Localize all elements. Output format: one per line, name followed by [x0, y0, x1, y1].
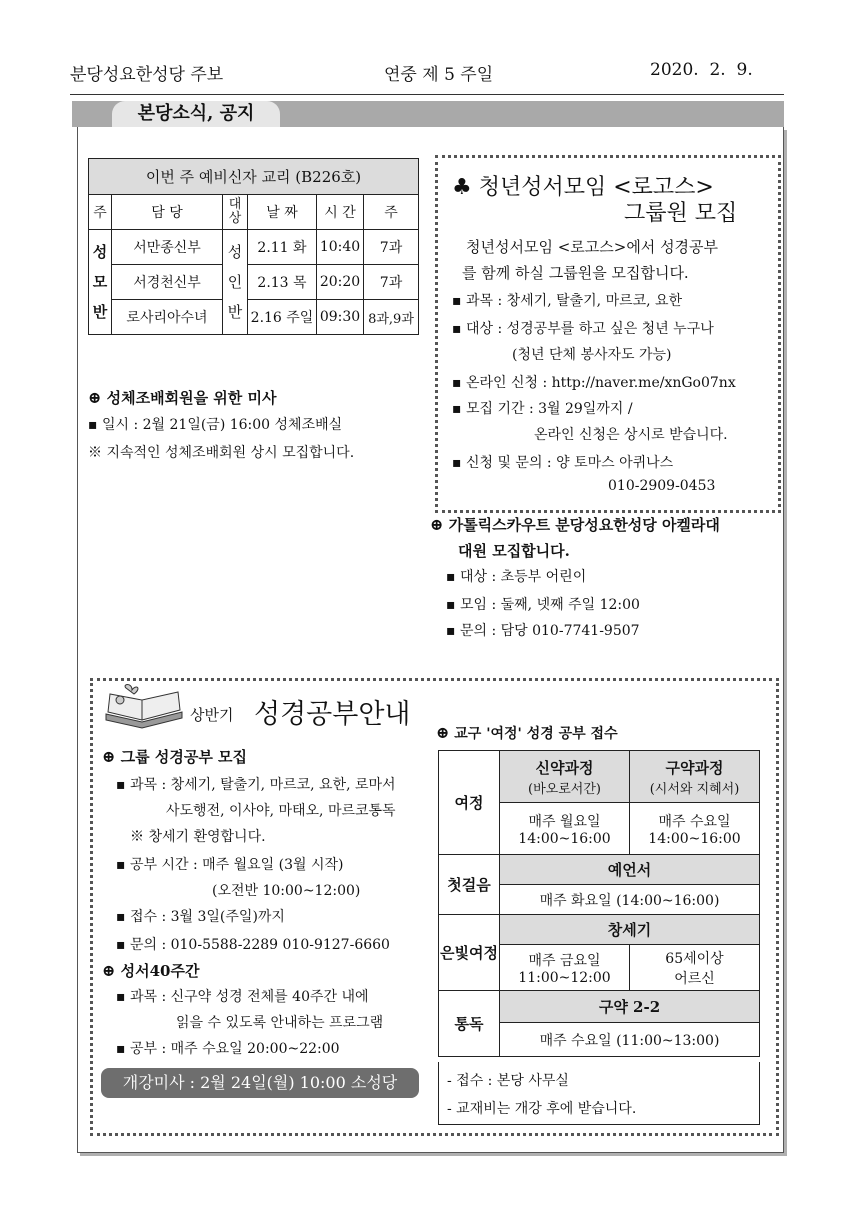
logos-contact [452, 452, 673, 472]
target-label: 성인반 [223, 230, 248, 335]
note-reception: - 접수 : 본당 사무실 [447, 1073, 569, 1089]
logos-title: 청년성서모임 <로고스> [478, 175, 714, 200]
bullet-icon: ▪ [446, 623, 456, 639]
cross-circle-icon: ⊕ [88, 388, 102, 407]
bible-title-big: 성경공부안내 [254, 699, 411, 730]
lesson-1: 7과 [364, 230, 419, 265]
logos-target [452, 318, 714, 338]
group-study-title: 그룹 성경공부 모집 [120, 748, 248, 766]
ot-day: 매주 수요일 [658, 813, 731, 830]
teacher-3: 로사리아수녀 [112, 300, 223, 335]
teacher-2: 서경천신부 [112, 265, 223, 300]
liturgical-week: 연중 제 5 주일 [384, 65, 494, 85]
logos-course [452, 290, 682, 310]
bullet-icon: ▪ [116, 777, 126, 793]
scout-contact-text: 문의 : 담당 010-7741-9507 [459, 623, 640, 639]
bullet-icon: ▪ [116, 857, 126, 873]
nt-course [500, 751, 630, 803]
col-week: 주 [89, 195, 112, 230]
col-target: 대상 [223, 195, 248, 230]
bible-time-2: (오전반 10:00~12:00) [212, 883, 361, 899]
scout-heading [430, 514, 720, 535]
bulletin-date: 2020. 2. 9. [650, 60, 753, 80]
col-time: 시 간 [317, 195, 364, 230]
bullet-icon: ▪ [446, 569, 456, 585]
scout-target [446, 566, 586, 586]
date-2: 2.13 목 [248, 265, 317, 300]
diocese-heading [436, 723, 618, 743]
scout-meeting-text: 모임 : 둘째, 넷째 주일 12:00 [459, 597, 640, 613]
bullet-icon: ▪ [446, 597, 456, 613]
ot-sub: (시서와 지혜서) [649, 781, 740, 797]
logos-course-text: 과목 : 창세기, 탈출기, 마르코, 요한 [465, 293, 683, 309]
logos-online [452, 372, 736, 392]
bible-welcome: ※ 창세기 환영합니다. [130, 829, 266, 845]
bible-contact-text: 문의 : 010-5588-2289 010-9127-6660 [129, 937, 390, 953]
bullet-icon: ▪ [452, 401, 462, 417]
w40-course [116, 986, 369, 1006]
logos-phone: 010-2909-0453 [608, 478, 716, 494]
header-divider [70, 94, 784, 95]
bullet-icon: ▪ [116, 989, 126, 1005]
scout-contact [446, 620, 640, 640]
silver-elders: 어르신 [674, 970, 715, 987]
logos-period-note: 온라인 신청은 상시로 받습니다. [534, 427, 728, 443]
bible-time [116, 854, 344, 874]
diocese-table [438, 750, 760, 1057]
bible-course [116, 774, 396, 794]
bible-time-text: 공부 시간 : 매주 월요일 (3월 시작) [129, 857, 344, 873]
eucharist-line-1 [88, 414, 342, 434]
bullet-icon: ▪ [452, 321, 462, 337]
time-1: 10:40 [317, 230, 364, 265]
bullet-icon: ▪ [452, 455, 462, 471]
bible-title-small: 상반기 [190, 706, 234, 724]
cross-circle-icon: ⊕ [102, 747, 116, 766]
silver-label: 은빛여정 [439, 915, 500, 991]
bullet-icon: ▪ [88, 417, 98, 433]
scout-target-text: 대상 : 초등부 어린이 [459, 569, 587, 585]
bullet-icon: ▪ [452, 293, 462, 309]
w40-course-2: 읽을 수 있도록 안내하는 프로그램 [176, 1015, 384, 1031]
first-step-label: 첫걸음 [439, 855, 500, 915]
bible-course-2: 사도행전, 이사야, 마태오, 마르코통독 [166, 803, 396, 819]
eucharist-heading [88, 387, 276, 408]
logos-intro-1: 청년성서모임 <로고스>에서 성경공부 [466, 238, 719, 256]
logos-period-text: 모집 기간 : 3월 29일까지 / [465, 401, 633, 417]
ot-hours: 14:00~16:00 [648, 830, 741, 847]
tongdok-time: 매주 수요일 (11:00~13:00) [500, 1023, 760, 1057]
w40-study [116, 1038, 340, 1058]
bullet-icon: ▪ [116, 909, 126, 925]
logos-contact-text: 신청 및 문의 : 양 토마스 아퀴나스 [465, 455, 674, 471]
catechumen-table [88, 158, 419, 335]
col-date: 날 짜 [248, 195, 317, 230]
scout-title: 가톨릭스카우트 분당성요한성당 아켈라대 [448, 516, 720, 534]
col-teacher: 담 당 [112, 195, 223, 230]
silver-time [500, 945, 630, 991]
w40-course-text: 과목 : 신구약 성경 전체를 40주간 내에 [129, 989, 369, 1005]
open-bible-icon [102, 684, 186, 730]
tongdok-label: 통독 [439, 991, 500, 1057]
lesson-2: 7과 [364, 265, 419, 300]
w40-title: 성서40주간 [120, 962, 200, 980]
logos-target-text: 대상 : 성경공부를 하고 싶은 청년 누구나 [465, 321, 714, 337]
logos-title-line-2: 그룹원 모집 [624, 201, 738, 226]
lesson-3: 8과,9과 [364, 300, 419, 335]
scout-heading-2: 대원 모집합니다. [458, 542, 570, 560]
silver-hours: 11:00~12:00 [518, 969, 611, 986]
nt-day: 매주 월요일 [528, 813, 601, 830]
note-fee: - 교재비는 개강 후에 받습니다. [447, 1101, 637, 1117]
yeojeong-label: 여정 [439, 751, 500, 855]
section-tab: 본당소식, 공지 [112, 101, 280, 127]
nt-time [500, 803, 630, 855]
col-lesson: 주 [364, 195, 419, 230]
group-study-heading [102, 746, 247, 767]
diocese-notes [438, 1062, 760, 1125]
time-2: 20:20 [317, 265, 364, 300]
bible-deadline [116, 906, 285, 926]
diocese-title: 교구 '여정' 성경 공부 접수 [454, 726, 618, 742]
nt-sub: (바오로서간) [528, 781, 601, 797]
date-3: 2.16 주일 [248, 300, 317, 335]
bible-deadline-text: 접수 : 3월 3일(주일)까지 [129, 909, 285, 925]
w40-study-text: 공부 : 매주 수요일 20:00~22:00 [129, 1041, 340, 1057]
ot22-label: 구약 2-2 [500, 991, 760, 1023]
bible-course-text: 과목 : 창세기, 탈출기, 마르코, 요한, 로마서 [129, 777, 396, 793]
silver-age: 65세이상 [665, 950, 724, 967]
teacher-1: 서만종신부 [112, 230, 223, 265]
logos-intro-2: 를 함께 하실 그룹원을 모집합니다. [462, 264, 689, 282]
first-step-time: 매주 화요일 (14:00~16:00) [500, 885, 760, 915]
time-3: 09:30 [317, 300, 364, 335]
catechumen-title: 이번 주 예비신자 교리 (B226호) [89, 159, 419, 195]
logos-period [452, 398, 633, 418]
logos-online-text: 온라인 신청 : http://naver.me/xnGo07nx [465, 375, 736, 391]
bullet-icon: ▪ [116, 1041, 126, 1057]
silver-day: 매주 금요일 [528, 952, 601, 969]
nt-hours: 14:00~16:00 [518, 830, 611, 847]
prophets-label: 예언서 [500, 855, 760, 885]
eucharist-title: 성체조배회원을 위한 미사 [106, 389, 277, 407]
opening-mass-badge: 개강미사 : 2월 24일(월) 10:00 소성당 [101, 1068, 419, 1098]
ot-time [630, 803, 760, 855]
scout-meeting [446, 594, 640, 614]
ot-course [630, 751, 760, 803]
cross-circle-icon: ⊕ [436, 723, 450, 742]
w40-heading [102, 960, 199, 981]
silver-target [630, 945, 760, 991]
bullet-icon: ▪ [116, 937, 126, 953]
ot-title: 구약과정 [665, 758, 724, 777]
genesis-label: 창세기 [500, 915, 760, 945]
nt-title: 신약과정 [535, 758, 594, 777]
bullet-icon: ▪ [452, 375, 462, 391]
bible-contact [116, 934, 390, 954]
cross-circle-icon: ⊕ [430, 515, 444, 534]
date-1: 2.11 화 [248, 230, 317, 265]
logos-target-note: (청년 단체 봉사자도 가능) [512, 347, 672, 363]
bulletin-name: 분당성요한성당 주보 [70, 65, 224, 85]
eucharist-time: 일시 : 2월 21일(금) 16:00 성체조배실 [101, 417, 343, 433]
cross-circle-icon: ⊕ [102, 961, 116, 980]
group-label: 성모반 [89, 230, 112, 335]
club-icon: ♣ [452, 175, 472, 200]
eucharist-line-2: ※ 지속적인 성체조배회원 상시 모집합니다. [88, 445, 355, 461]
